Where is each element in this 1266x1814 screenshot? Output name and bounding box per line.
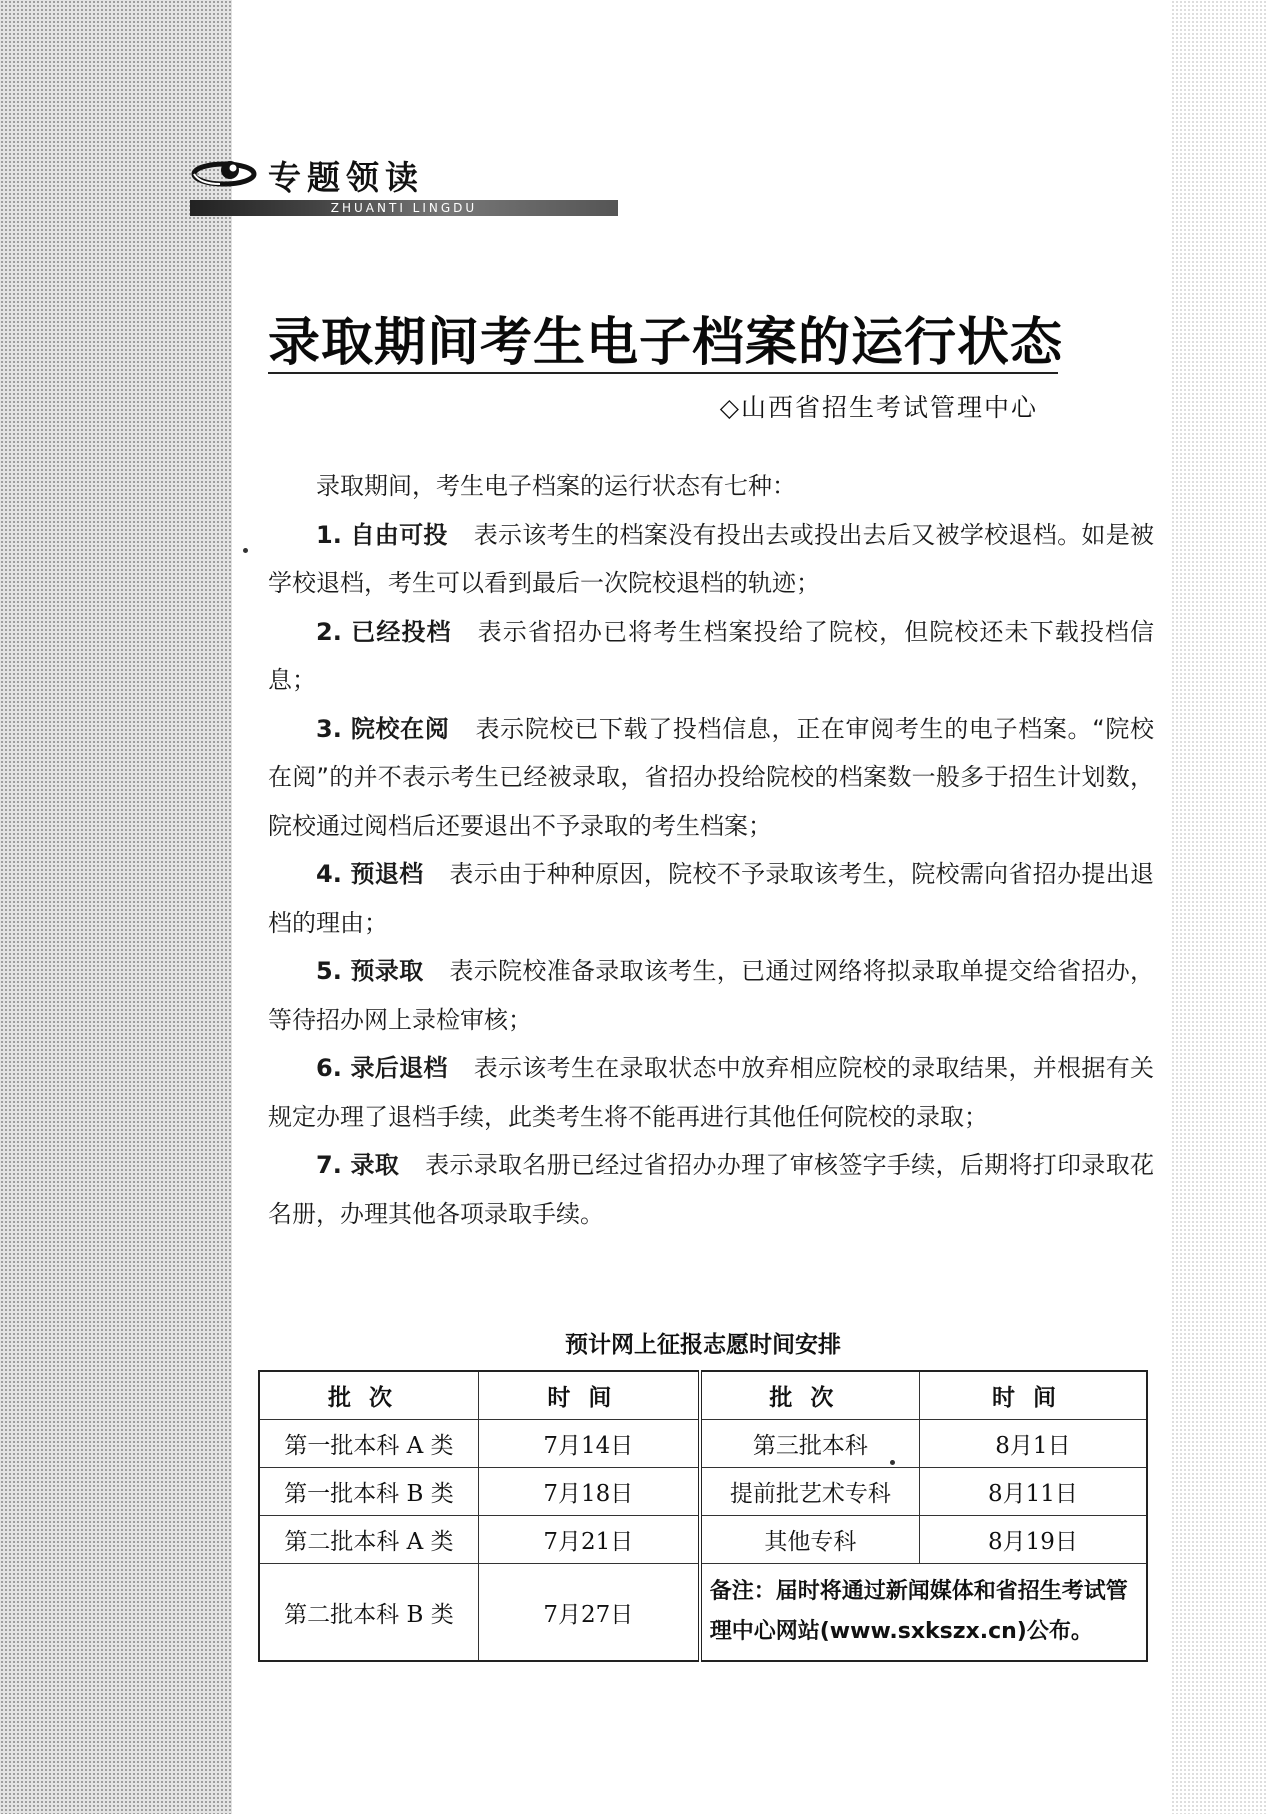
scan-speck bbox=[890, 1460, 895, 1465]
table-row bbox=[259, 1516, 1147, 1564]
batch-cell: 第二批本科 A 类 bbox=[259, 1516, 478, 1564]
status-item bbox=[268, 608, 1154, 705]
batch-cell: 第二批本科 B 类 bbox=[259, 1564, 478, 1662]
table-header-row bbox=[259, 1371, 1147, 1420]
time-cell: 8月19日 bbox=[919, 1516, 1147, 1564]
time-cell: 8月11日 bbox=[919, 1468, 1147, 1516]
header-batch: 批次 bbox=[700, 1371, 920, 1420]
status-term: 3. 院校在阅 bbox=[316, 714, 450, 743]
column-header bbox=[190, 148, 620, 220]
status-description: 表示由于种种原因，院校不予录取该考生，院校需向省招办提出退档的理由； bbox=[268, 860, 1155, 937]
status-item bbox=[268, 947, 1154, 1044]
status-item bbox=[268, 511, 1154, 608]
status-item bbox=[268, 850, 1154, 947]
intro-paragraph: 录取期间，考生电子档案的运行状态有七种： bbox=[316, 472, 796, 500]
status-term: 1. 自由可投 bbox=[316, 520, 448, 549]
table-caption: 预计网上征报志愿时间安排 bbox=[565, 1332, 841, 1358]
time-cell: 7月18日 bbox=[478, 1468, 699, 1516]
status-item bbox=[268, 705, 1154, 851]
time-cell: 7月27日 bbox=[478, 1564, 699, 1662]
time-cell: 7月21日 bbox=[478, 1516, 699, 1564]
status-description: 表示院校准备录取该考生，已通过网络将拟录取单提交给省招办，等待招办网上录检审核； bbox=[268, 957, 1155, 1034]
table-row bbox=[259, 1564, 1147, 1662]
status-term: 6. 录后退档 bbox=[316, 1054, 448, 1082]
table-row bbox=[259, 1468, 1147, 1516]
right-halftone-band bbox=[1171, 0, 1266, 1814]
status-description: 表示该考生在录取状态中放弃相应院校的录取结果，并根据有关规定办理了退档手续，此类考生将不能再进行其他任何院校的录取； bbox=[268, 1054, 1155, 1131]
column-title: 专题领读 bbox=[268, 158, 424, 197]
scan-speck bbox=[243, 548, 248, 553]
header-time: 时间 bbox=[919, 1371, 1147, 1420]
batch-cell: 第一批本科 B 类 bbox=[259, 1468, 478, 1516]
status-description: 表示录取名册已经过省招办办理了审核签字手续，后期将打印录取花名册，办理其他各项录取手续。 bbox=[268, 1151, 1154, 1228]
article-author: ◇山西省招生考试管理中心 bbox=[719, 393, 1038, 422]
title-underline bbox=[268, 372, 1058, 374]
table-note: 备注：届时将通过新闻媒体和省招生考试管理中心网站(www.sxkszx.cn)公布。 bbox=[700, 1564, 1147, 1662]
status-term: 2. 已经投档 bbox=[316, 617, 452, 646]
table-row bbox=[259, 1420, 1147, 1468]
time-cell: 7月14日 bbox=[478, 1420, 699, 1468]
batch-cell: 其他专科 bbox=[700, 1516, 920, 1564]
article-body bbox=[268, 462, 1154, 1238]
status-description: 表示院校已下载了投档信息，正在审阅考生的电子档案。“院校在阅”的并不表示考生已经被录取，省招办投给院校的档案数一般多于招生计划数，院校通过阅档后还要退出不予录取的考生档案； bbox=[268, 714, 1154, 840]
swirl-logo-icon bbox=[190, 150, 262, 194]
header-time: 时间 bbox=[478, 1371, 699, 1420]
status-term: 5. 预录取 bbox=[316, 957, 424, 985]
column-pinyin-bar: ZHUANTI LINGDU bbox=[190, 200, 618, 216]
header-batch: 批次 bbox=[259, 1371, 478, 1420]
article-title: 录取期间考生电子档案的运行状态 bbox=[268, 312, 1064, 373]
left-halftone-band bbox=[0, 0, 232, 1814]
batch-cell: 第三批本科 bbox=[700, 1420, 920, 1468]
schedule-table bbox=[258, 1370, 1148, 1662]
status-term: 4. 预退档 bbox=[316, 860, 424, 888]
status-description: 表示省招办已将考生档案投给了院校，但院校还未下载投档信息； bbox=[268, 617, 1155, 694]
status-term: 7. 录取 bbox=[316, 1151, 400, 1179]
status-item bbox=[268, 1141, 1154, 1238]
time-cell: 8月1日 bbox=[919, 1420, 1147, 1468]
status-description: 表示该考生的档案没有投出去或投出去后又被学校退档。如是被学校退档，考生可以看到最后一次院校退档的轨迹； bbox=[268, 520, 1155, 597]
status-item bbox=[268, 1044, 1154, 1141]
batch-cell: 提前批艺术专科 bbox=[700, 1468, 920, 1516]
batch-cell: 第一批本科 A 类 bbox=[259, 1420, 478, 1468]
